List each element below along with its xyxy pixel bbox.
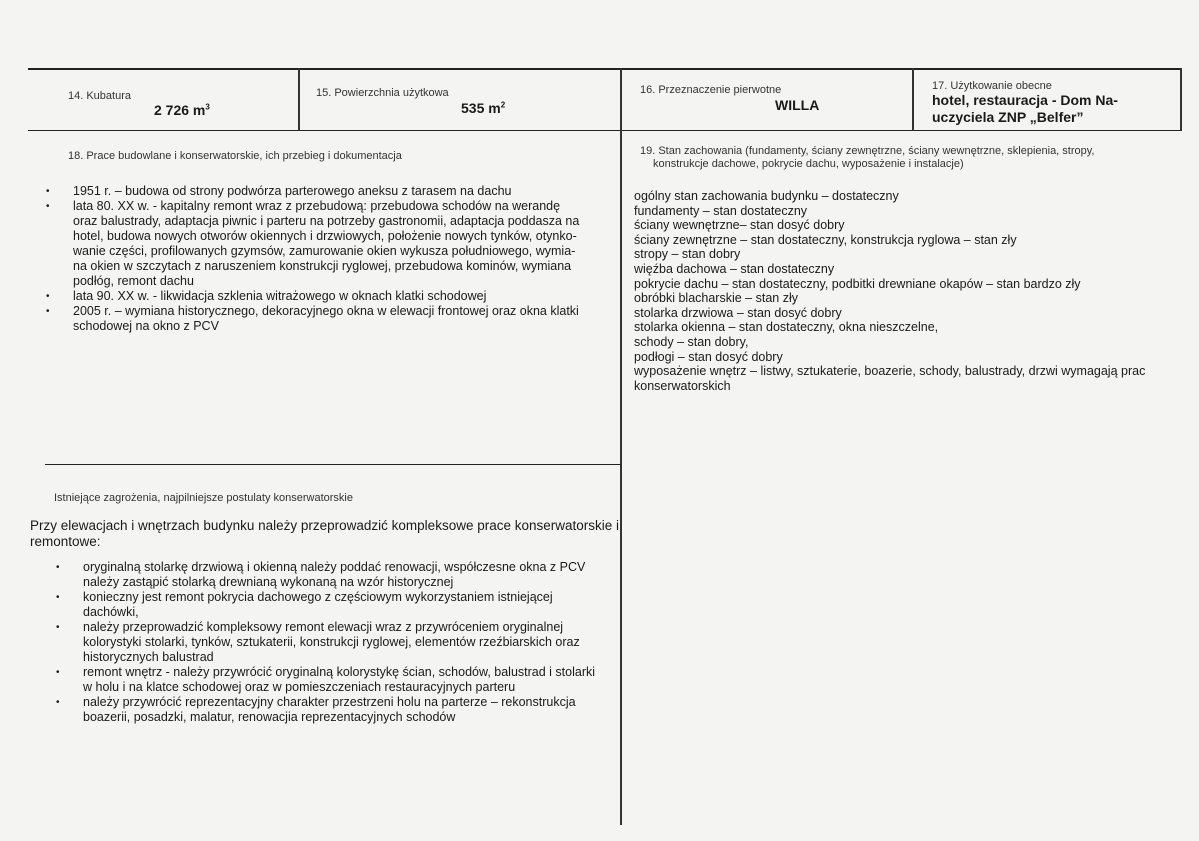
s18-item-line: hotel, budowa nowych otworów okiennych i drzwiowych, położenie nowych tynków, otynko-: [73, 229, 577, 243]
right-edge-rule: [1180, 68, 1182, 131]
s18-item-line: schodowej na okno z PCV: [73, 319, 219, 333]
przeznaczenie-label: 16. Przeznaczenie pierwotne: [640, 84, 782, 96]
s18-item: [46, 184, 598, 199]
threat-item-line: • należy przywrócić reprezentacyjny charakter przestrzeni holu na parterze – rekonstrukcja: [83, 695, 576, 709]
kubatura-unit-exponent: 3: [205, 102, 210, 112]
threat-item-line: • należy przeprowadzić kompleksowy remont elewacji wraz z przywróceniem oryginalnej: [83, 620, 564, 634]
condition-line: więźba dachowa – stan dostateczny: [634, 261, 835, 276]
s18-item-line: • 1951 r. – budowa od strony podwórza parterowego aneksu z tarasem na dachu: [73, 184, 512, 198]
condition-line: pokrycie dachu – stan dostateczny, podbitki drewniane okapów – stan bardzo zły: [634, 276, 1081, 291]
threats-intro: [30, 518, 620, 550]
uzytkowanie-label: 17. Użytkowanie obecne: [932, 80, 1052, 92]
threat-item-line: • oryginalną stolarkę drzwiową i okienną należy poddać renowacji, współczesne okna z PCV: [83, 560, 586, 574]
threat-item: [56, 695, 616, 725]
powierzchnia-value-text: 535 m: [461, 100, 501, 116]
threat-item-line: w holu i na klatce schodowej oraz w pomieszczeniach restauracyjnych parteru: [83, 680, 516, 694]
uzytkowanie-value-line2: uczyciela ZNP „Belfer”: [932, 109, 1084, 125]
threat-item-line: boazerii, posadzki, malatur, renowacjia reprezentacyjnych schodów: [83, 710, 456, 724]
threat-item: [56, 590, 616, 620]
s18-item: [46, 289, 598, 304]
section19-title-line1: 19. Stan zachowania (fundamenty, ściany zewnętrzne, ściany wewnętrzne, sklepienia, stropy,: [640, 145, 1095, 157]
s18-item-line: • 2005 r. – wymiana historycznego, dekoracyjnego okna w elewacji frontowej oraz okna klatki: [73, 304, 579, 318]
kubatura-value-text: 2 726 m: [154, 102, 206, 118]
threat-item: [56, 665, 616, 695]
threat-item-line: • remont wnętrz - należy przywrócić oryginalną kolorystykę ścian, schodów, balustrad i stolarki: [83, 665, 596, 679]
section18-bottom-rule: [45, 464, 621, 465]
condition-line: stolarka drzwiowa – stan dosyć dobry: [634, 305, 842, 320]
threat-item-line: kolorystyki stolarki, tynków, sztukaterii, konstrukcji ryglowej, elementów rzeźbiarskich oraz: [83, 635, 580, 649]
s18-item-line: • lata 90. XX w. - likwidacja szklenia witrażowego w oknach klatki schodowej: [73, 289, 487, 303]
condition-line: stolarka okienna – stan dostateczny, okna nieszczelne,: [634, 320, 939, 335]
threat-item: [56, 560, 616, 590]
threat-item-line: • konieczny jest remont pokrycia dachowego z częściowym wykorzystaniem istniejącej: [83, 590, 553, 604]
s18-item-line: podłóg, remont dachu: [73, 274, 194, 288]
powierzchnia-value: [461, 100, 505, 116]
top-rule: [28, 68, 1181, 70]
threat-item-line: należy zastąpić stolarką drewnianą wykonaną na wzór historycznej: [83, 575, 454, 589]
condition-line: stropy – stan dobry: [634, 247, 741, 262]
condition-line: ściany zewnętrzne – stan dostateczny, konstrukcja ryglowa – stan zły: [634, 232, 1017, 247]
threats-intro-line2: remontowe:: [30, 534, 101, 549]
condition-line: schody – stan dobry,: [634, 334, 749, 349]
s18-item-line: oraz balustrady, adaptacja piwnic i parteru na potrzeby gastronomii, adaptacja poddasza na: [73, 214, 580, 228]
condition-line: obróbki blacharskie – stan zły: [634, 291, 798, 306]
s18-item: [46, 199, 598, 289]
threat-item-line: historycznych balustrad: [83, 650, 214, 664]
s18-item: [46, 304, 598, 334]
uzytkowanie-value-line1: hotel, restauracja - Dom Na-: [932, 92, 1118, 108]
s18-item-line: na okien w szczytach z naruszeniem konstrukcji ryglowej, przebudowa kominów, wymiana: [73, 259, 572, 273]
divider-14-15: [298, 68, 300, 131]
threats-intro-line1: Przy elewacjach i wnętrzach budynku należy przeprowadzić kompleksowe prace konserwatorskie i: [30, 518, 620, 533]
przeznaczenie-value: WILLA: [775, 97, 820, 113]
header-bottom-rule: [28, 130, 1181, 131]
powierzchnia-unit-exponent: 2: [500, 100, 506, 110]
condition-line: wyposażenie wnętrz – listwy, sztukaterie, boazerie, schody, balustrady, drzwi wymagają prac: [634, 364, 1146, 379]
condition-line: podłogi – stan dosyć dobry: [634, 349, 783, 364]
condition-line: ogólny stan zachowania budynku – dostateczny: [634, 189, 899, 203]
kubatura-label: 14. Kubatura: [68, 90, 131, 102]
section18-list: [46, 184, 598, 334]
kubatura-value: [154, 102, 210, 118]
condition-line: ściany wewnętrzne– stan dosyć dobry: [634, 218, 845, 233]
s18-item-line: wanie części, profilowanych gzymsów, zamurowanie okien wykusza południowego, wymia-: [73, 244, 576, 258]
divider-15-16: [620, 68, 622, 825]
threats-title: Istniejące zagrożenia, najpilniejsze postulaty konserwatorskie: [54, 492, 353, 504]
section19-title-line2: konstrukcje dachowe, pokrycie dachu, wyposażenie i instalacje): [653, 158, 964, 170]
threat-item-line: dachówki,: [83, 605, 139, 619]
threat-item: [56, 620, 616, 665]
powierzchnia-label: 15. Powierzchnia użytkowa: [316, 87, 449, 99]
threats-list: [56, 560, 616, 725]
divider-16-17: [912, 68, 914, 131]
section19-lines: [634, 189, 1145, 393]
section18-title: 18. Prace budowlane i konserwatorskie, ich przebieg i dokumentacja: [68, 150, 402, 162]
condition-line: fundamenty – stan dostateczny: [634, 203, 808, 218]
s18-item-line: • lata 80. XX w. - kapitalny remont wraz z przebudową: przebudowa schodów na werandę: [73, 199, 561, 213]
condition-line: konserwatorskich: [634, 378, 731, 393]
